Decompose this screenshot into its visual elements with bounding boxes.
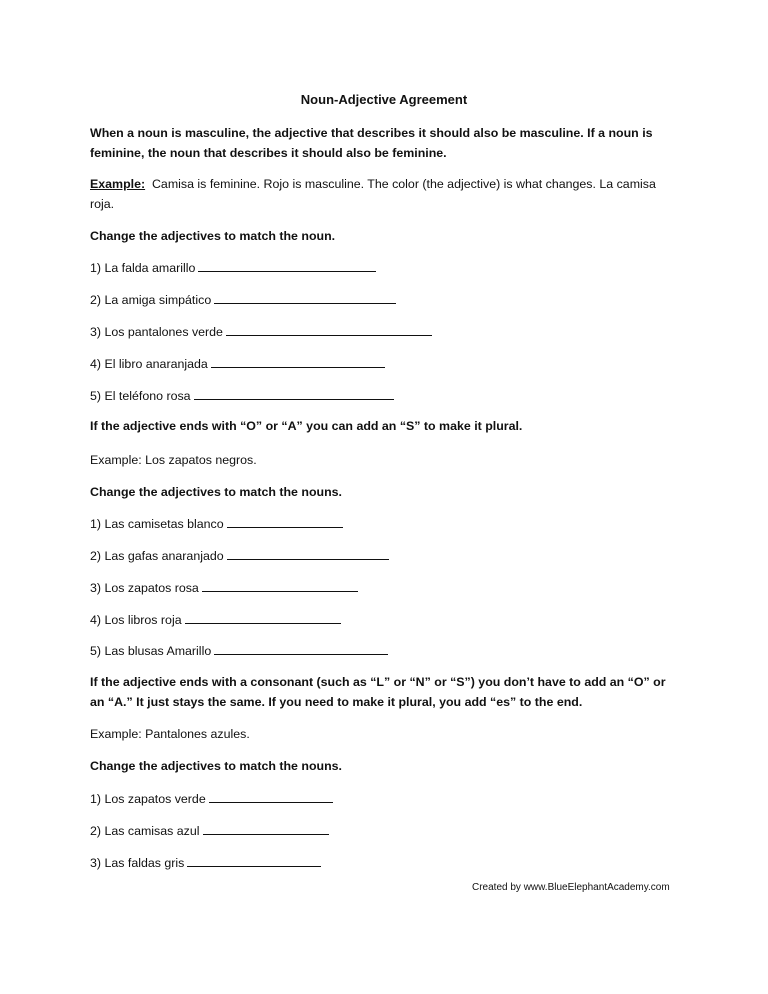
example-1-text: Camisa is feminine. Rojo is masculine. The color (the adjective) is what changes. La camisa roja. xyxy=(90,177,656,211)
section-3-item-1 xyxy=(90,789,333,808)
section-2-item-2 xyxy=(90,546,389,565)
section-1-instruction: Change the adjectives to match the noun. xyxy=(90,229,336,243)
item-label: 4) Los libros roja xyxy=(90,613,182,627)
section-2-instruction: Change the adjectives to match the nouns. xyxy=(90,485,342,499)
answer-blank[interactable] xyxy=(187,853,321,867)
answer-blank[interactable] xyxy=(202,578,358,592)
intro-paragraph: When a noun is masculine, the adjective that describes it should also be masculine. If a noun is feminine, the noun that describes it should also be feminine. xyxy=(90,126,653,160)
item-label: 3) Las faldas gris xyxy=(90,856,185,870)
answer-blank[interactable] xyxy=(194,386,394,400)
section-1-item-4 xyxy=(90,354,385,373)
section-1-item-2 xyxy=(90,290,396,309)
section-1-item-3 xyxy=(90,322,432,341)
section-2-item-3 xyxy=(90,578,358,597)
section-2-item-4 xyxy=(90,610,341,629)
answer-blank[interactable] xyxy=(227,546,389,560)
item-label: 4) El libro anaranjada xyxy=(90,357,208,371)
item-label: 1) Los zapatos verde xyxy=(90,792,206,806)
section-2-item-1 xyxy=(90,514,343,533)
section-3-instruction: Change the adjectives to match the nouns. xyxy=(90,759,342,773)
answer-blank[interactable] xyxy=(226,322,432,336)
example-2: Example: Los zapatos negros. xyxy=(90,453,257,467)
section-3-item-3 xyxy=(90,853,321,872)
example-1-label: Example: xyxy=(90,177,146,191)
example-1 xyxy=(90,174,680,214)
answer-blank[interactable] xyxy=(211,354,385,368)
rule-3: If the adjective ends with a consonant (such as “L” or “N” or “S”) you don’t have to add an “O” or an “A.” It just stays the same. If you need to make it plural, you add “es” to the end. xyxy=(90,675,666,709)
answer-blank[interactable] xyxy=(185,610,341,624)
answer-blank[interactable] xyxy=(209,789,333,803)
item-label: 3) Los zapatos rosa xyxy=(90,581,199,595)
rule-2: If the adjective ends with “O” or “A” you can add an “S” to make it plural. xyxy=(90,419,523,433)
answer-blank[interactable] xyxy=(214,641,388,655)
example-3: Example: Pantalones azules. xyxy=(90,727,250,741)
item-label: 1) Las camisetas blanco xyxy=(90,517,224,531)
answer-blank[interactable] xyxy=(198,258,376,272)
section-2-item-5 xyxy=(90,641,388,660)
footer-credit: Created by www.BlueElephantAcademy.com xyxy=(472,882,670,893)
item-label: 3) Los pantalones verde xyxy=(90,325,223,339)
item-label: 2) Las camisas azul xyxy=(90,824,200,838)
answer-blank[interactable] xyxy=(214,290,396,304)
item-label: 1) La falda amarillo xyxy=(90,261,196,275)
answer-blank[interactable] xyxy=(227,514,343,528)
section-3-item-2 xyxy=(90,821,329,840)
answer-blank[interactable] xyxy=(203,821,329,835)
page-title: Noun-Adjective Agreement xyxy=(300,92,468,107)
item-label: 2) Las gafas anaranjado xyxy=(90,549,224,563)
item-label: 5) Las blusas Amarillo xyxy=(90,644,212,658)
item-label: 5) El teléfono rosa xyxy=(90,389,191,403)
section-1-item-1 xyxy=(90,258,376,277)
worksheet-page xyxy=(90,0,690,994)
section-1-item-5 xyxy=(90,386,394,405)
item-label: 2) La amiga simpático xyxy=(90,293,212,307)
